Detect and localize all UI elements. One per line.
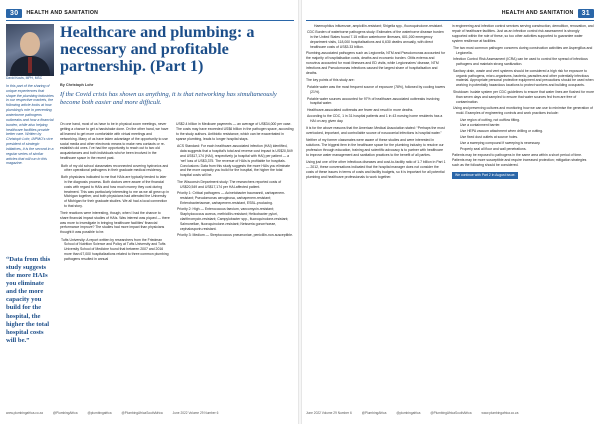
paragraph: The key points of this study are: — [306, 77, 355, 82]
paragraph: Patients may be exposed to pathogens in the same area within a short period of time. Patients may be more susceptible and require increased protection; mitigation strategies such as the following should be considered. — [452, 152, 587, 167]
left-page-number: 30 — [6, 9, 22, 18]
body-column-2 — [176, 122, 294, 408]
list-item: CDC Burden of waterborne pathogens study: Estimates of the waterborne disease burden in the United States found 7.15 million waterborne illnesses, 601,000 emergency department visits, 118,000 hospitalisations and 6,630 deaths annually, with direct healthcare costs of US$3.33 billion. — [307, 29, 444, 49]
list-item: Use region of cutting, not outflow tilting. — [460, 117, 520, 122]
list-item: Priority 1: Critical pathogens — Acinetobacter baumannii, carbapenem-resistant; Pseudomonas aeruginosa, carbapenem-resistant; Enterobacteriaceae, carbapenem-resistant, ESBL-producing. — [177, 191, 286, 205]
paragraph: Using just one of the other infectious diseases and cost-to-facility ratio of 1.7 billion in Part 1 — 2012, these conversations indicated that the hospital manager does not consider the costs of these issues in terms of costs and facility budgets, so it is important for all potential plumbing and healthcare professionals to work together. — [306, 159, 446, 179]
sidebar — [6, 24, 54, 400]
footer-issue: June 2022 Volume 29 Number 6 — [306, 411, 352, 415]
right-header-rule — [306, 20, 594, 21]
sidebar-intro: In this part of the sharing of unique experiences that shape the plumbing industries in our respective markets, the following article looks at how plumbing's role in preventing waterborne pathogens outbreaks and how a financial burden, while also helping healthcare facilities provide better care. Written by Christoph Lohr, IAPMO's vice president of strategic initiatives, it is the second in a regular series of similar articles that will run in this magazine. — [6, 83, 54, 166]
footer-site-link[interactable]: www.plumbingafrica.co.za — [481, 411, 519, 415]
continue-note: We continue with Part 2 in August issue. — [452, 172, 518, 179]
list-item: Shutdown: Isolate system per CDC guidelines to ensure that water lines are flushed for more than seven days and sampled to ensure that water sources fed from are free of contamination. — [453, 89, 594, 104]
list-item: Potable water sources accounted for 97% of healthcare-associated outbreaks involving hospital water. — [307, 96, 440, 106]
list-item: Potable water was the most frequent source of exposure (78%), followed by cooling towers (21%). — [307, 85, 446, 95]
paragraph: Plumbing-associated pathogens such as Legionella, NTM and Pseudomonas accounted for the majority of hospitalisation costs, deaths and economic burden. Otitis externa and norovirus accounted for most illnesses and ED visits, while Legionnaires' disease, NTM infections and Pseudomonas infections caused the largest share of hospitalisation and deaths. — [306, 51, 446, 75]
right-section-label: HEALTH AND SANITATION — [501, 10, 574, 16]
left-header-rule — [6, 20, 294, 21]
paragraph: in engineering and infection control services serving construction, demolition, renovation, and repair of healthcare facilities. Just as an infection control risk assessment is strongly supported within the role of these, so too other activities supported to guarantee water system resilience at facilities. — [452, 24, 594, 43]
list-item: Tufts University: A report written by researchers from the Friedman School of Nutrition Science and Policy at Tufts University and Tufts University School of Medicine found that between 2007 and 2016 more than 67,000 hospitalizations related to three common plumbing pathogens resulted in annual — [61, 237, 169, 262]
footer-site-link[interactable]: www.plumbingafrica.co.za — [6, 411, 43, 415]
list-item: Priority 2: High — Enterococcus faecium, vancomycin-resistant; Staphylococcus aureus, methicillin-resistant; Helicobacter pylori, clarithromycin-resistant; Campylobacter spp., fluoroquinolone-resistant; Salmonellae, fluoroquinolone-resistant; Neisseria gonorrhoeae, cephalosporin-resistant. — [177, 207, 289, 231]
footer-social-link[interactable]: @PlumbingAfricaSouthAfrica — [121, 411, 163, 415]
list-item: According to the CDC, 1 in 31 hospital patients and 1 in 43 nursing home residents has a HAI on any given day. — [307, 114, 443, 124]
list-item: Both of my old school classmates reconnected covering hydronics and other operational pathogens in their graduate medical residency. — [61, 163, 169, 173]
list-item: Using and preserving cultures and monitoring how we can use to minimise the generation of mold. Examples of engineering controls and work practices include: — [453, 106, 593, 116]
photo-caption: David Kouts, MPH, MSC — [6, 76, 43, 80]
paragraph: Neither of my former classmates were aware of these studies and were interested in solutions. The biggest item in the healthcare space for the plumbing industry to resolve our profession through education, training and scientific advocacy is to partner with healthcare to improve water management and sanitation practices to the benefit of all parties. — [306, 137, 444, 157]
left-page-header — [6, 7, 98, 19]
list-item: Use a containment barrier. — [460, 123, 501, 128]
list-item: Sanitary drain, waste and vent systems should be considered a high risk for exposure to organic pathogens, micro-organisms, bacteria, parasites and other potentially infectious material. Appropriate personal protective equipment and precautions should be used when working in potentially hazardous locations to protect workers and building occupants. — [453, 68, 594, 88]
byline: By Christoph Lohr — [60, 83, 94, 87]
list-item: Use a sweeping compound if sweeping is necessary. — [460, 141, 541, 146]
list-item: The two most common pathogen concerns during construction activities are Aspergillus and Legionella. — [453, 45, 593, 55]
footer-social-link[interactable]: @PlumbingAfricaSouthAfrica — [430, 411, 472, 415]
article-title: Healthcare and plumbing: a necessary and profitable partnership. (Part 1) — [60, 23, 255, 75]
page-gutter — [298, 0, 302, 424]
list-item: Infection Control Risk Assessment (ICRA) can be used to control the spread of infectious pathogens and maintain strong sanitization. — [453, 57, 588, 67]
footer-social-link[interactable]: @plumbingafrica — [396, 411, 421, 415]
standfirst: If the Covid crisis has shown us anything, it is that networking has simultaneously become both easier and more difficult. — [60, 91, 277, 106]
body-column-1 — [60, 122, 170, 408]
left-section-label: HEALTH AND SANITATION — [26, 10, 99, 16]
list-item: Use HEPA vacuum attachment when drilling or cutting. — [460, 129, 544, 134]
right-page-header — [502, 7, 594, 19]
author-photo — [6, 24, 54, 76]
list-item: Priority 3: Medium — Streptococcus pneumoniae, penicillin-non-susceptible. — [177, 233, 293, 238]
left-footer — [6, 411, 218, 415]
list-item: Use fixed dust outlets at source holes. — [460, 135, 519, 140]
footer-social-link[interactable]: @plumbingafrica — [87, 411, 112, 415]
list-item: ACS Standard: For each healthcare-associated infection (HAI) identified, data suggests that a hospital's total and reverse cost impact is US$20,549 and US$17,174 (HAI), respectively (a hospital with HAI) per patient — a ‘net’ loss of US$3,375. The revenue of HAIs is profitable for hospitals. Conclusions: Data from this study suggests the more HAIs you eliminate and the more capacity you build for the hospital, the higher the total hospital costs will be. — [177, 143, 293, 178]
pull-quote: “Data from this study suggests the more HAIs you eliminate and the more capacity you build for the hospital, the higher the total hospital costs will be.” — [6, 256, 51, 344]
right-footer — [306, 411, 518, 415]
list-item: The Wisconsin Department study: The researchers reported costs of US$20,549 and US$17,174 per HAI-affected patient. — [177, 179, 282, 189]
footer-social-link[interactable]: @PlumbingAfrica — [52, 411, 78, 415]
paragraph: US$2.4 billion in Medicare payments — an average of US$34,000 per case. The costs may have exceeded US$6 billion in the pathogen space, according to the study authors. Antibiotic resistance, which can be exacerbated in sparse plumbing, leads to longer hospital stays. — [176, 122, 294, 141]
list-item: Haemophilus influenzae, ampicillin-resistant; Shigella spp., fluoroquinolone-resistant. — [314, 24, 443, 28]
right-page-number: 31 — [578, 9, 594, 18]
body-column-4 — [452, 24, 594, 408]
body-column-3 — [306, 24, 446, 408]
paragraph: On one hand, most of us have to be in physical zoom meetings, never getting a chance to get a handshake done. On the other hand, we have all learned to get more comfortable with virtual meetings and networking. Many of us have taken advantage of the opportunity to use social media and other electronic means to make new contacts or re-establish old ones. I've had the opportunity to reach out to two old acquaintances and both individuals who've been involved in the healthcare space in the recent past. — [60, 122, 169, 161]
list-item: Healthcare-associated outbreaks are fewer and result in more deaths. — [307, 107, 414, 112]
paragraph: Their reactions were interesting, though, when I had the chance to share financial impact studies of HAIs. Was interest was piqued — there was more to investigate in bringing healthcare facilities' financial performance improve? The studies had more impact than physicians thought it was possible to be. — [60, 210, 170, 235]
list-item: Both physicians indicated to me that HAIs are typically tended to later in the diagnosis process. Both doctors were aware of the financial costs with regard to HAIs and how much money they cost during treatment. This was particularly interesting to me as we all grew up in Michigan together, and both physicians had attended the University of Michigan for their graduate studies. We all had a local connection to that story. — [61, 174, 170, 209]
footer-social-link[interactable]: @PlumbingAfrica — [361, 411, 387, 415]
list-item: Properly seal all floor and wall penetrations. — [460, 146, 527, 151]
paragraph: It is for the above reasons that the American Medical Association stated: “Perhaps the most overlooked, important, and controllable source of nosocomial infections is hospital water.” — [306, 125, 445, 135]
footer-issue: June 2022 Volume 29 Number 6 — [172, 411, 219, 415]
